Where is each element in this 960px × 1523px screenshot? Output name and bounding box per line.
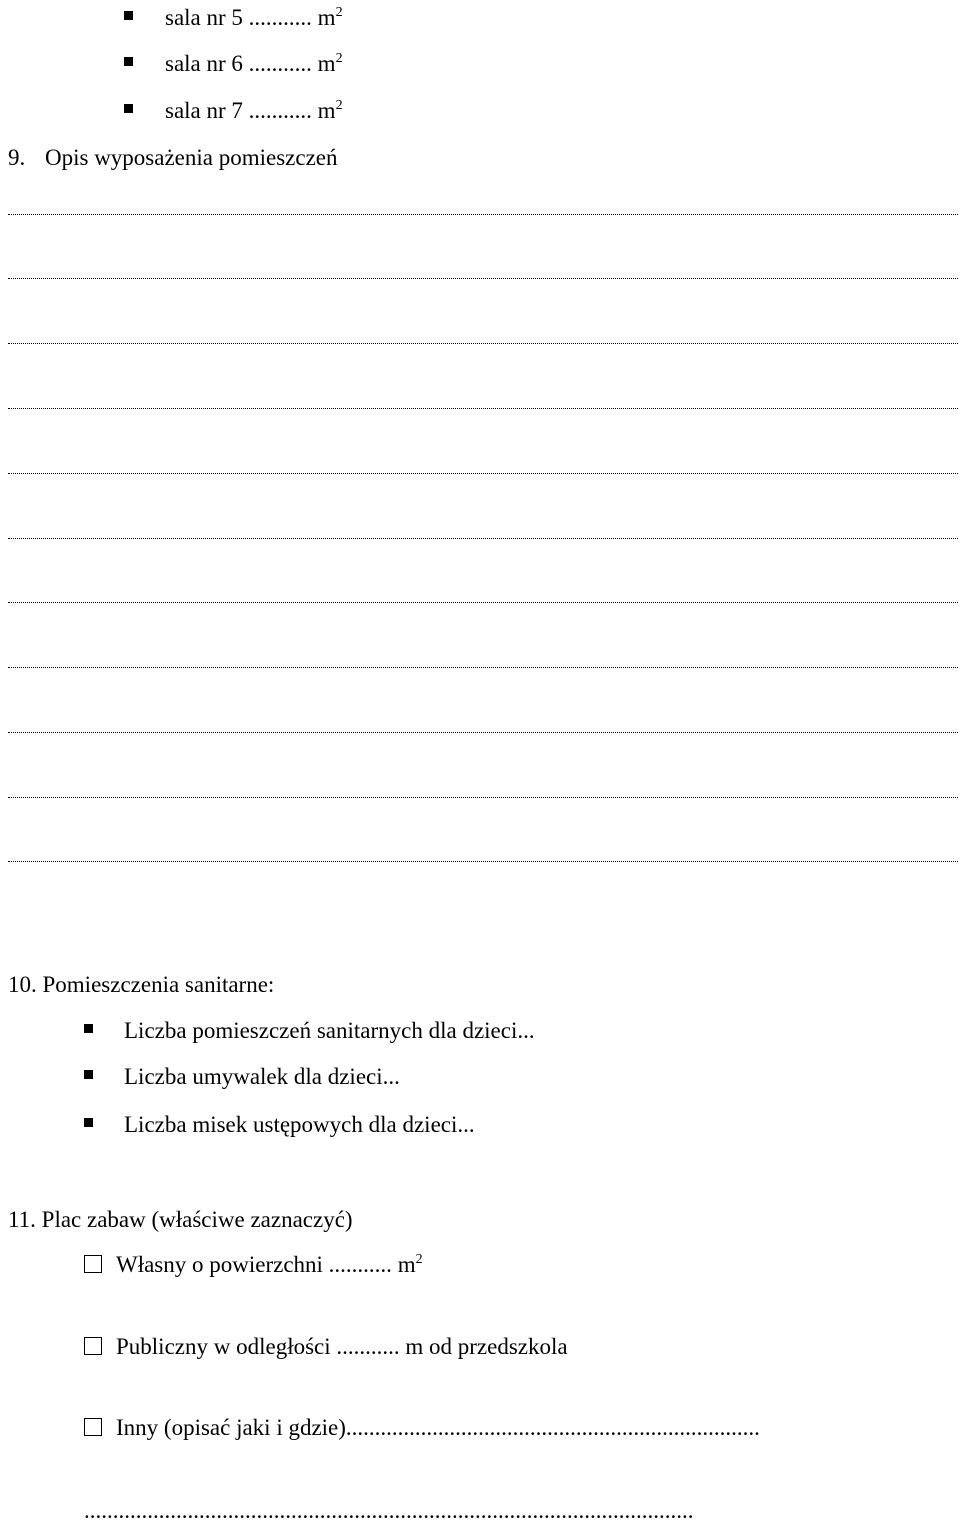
hall-item-label: sala nr 6 ........... [165,51,312,76]
section-9-heading [8,146,338,169]
fill-in-line[interactable] [8,797,958,798]
bullet-icon [124,57,133,66]
sanitary-item: Liczba umywalek dla dzieci... [124,1064,400,1089]
section-11-heading: 11. Plac zabaw (właściwe zaznaczyć) [8,1207,353,1232]
unit: m [397,1252,416,1277]
unit: m [317,5,336,30]
section-title: Opis wyposażenia pomieszczeń [45,145,338,170]
bullet-icon [124,104,133,113]
fill-in-line[interactable] [8,408,958,409]
unit: m [317,51,336,76]
bullet-icon [84,1070,93,1079]
fill-in-line[interactable] [8,602,958,603]
playground-option-own [116,1253,423,1276]
section-10-heading: 10. Pomieszczenia sanitarne: [8,972,275,997]
bullet-icon [124,11,133,20]
hall-item-5 [165,6,343,29]
hall-item-6 [165,52,343,75]
unit-exponent: 2 [335,51,343,66]
sanitary-item: Liczba misek ustępowych dla dzieci... [124,1112,475,1137]
sanitary-item: Liczba pomieszczeń sanitarnych dla dzieci... [124,1018,535,1043]
unit-exponent: 2 [415,1252,423,1267]
unit: m [317,98,336,123]
section-number: 9. [8,145,26,170]
fill-in-line[interactable] [8,667,958,668]
fill-in-line[interactable] [8,732,958,733]
checkbox-own[interactable] [84,1255,102,1273]
bullet-icon [84,1024,93,1033]
hall-item-label: sala nr 5 ........... [165,5,312,30]
hall-item-label: sala nr 7 ........... [165,98,312,123]
trailing-fill-in-line[interactable]: .......................................................................................................... [84,1498,694,1523]
fill-in-line[interactable] [8,861,958,862]
playground-option-public: Publiczny w odległości ........... m od przedszkola [116,1334,568,1359]
fill-in-line[interactable] [8,214,958,215]
fill-in-line[interactable] [8,278,958,279]
playground-option-other: Inny (opisać jaki i gdzie)........................................................................ [116,1415,760,1440]
unit-exponent: 2 [335,5,343,20]
option-label: Własny o powierzchni ........... [116,1252,392,1277]
checkbox-public[interactable] [84,1337,102,1355]
checkbox-other[interactable] [84,1418,102,1436]
fill-in-line[interactable] [8,473,958,474]
bullet-icon [84,1118,93,1127]
hall-item-7 [165,99,343,122]
unit-exponent: 2 [335,98,343,113]
fill-in-line[interactable] [8,343,958,344]
fill-in-line[interactable] [8,538,958,539]
